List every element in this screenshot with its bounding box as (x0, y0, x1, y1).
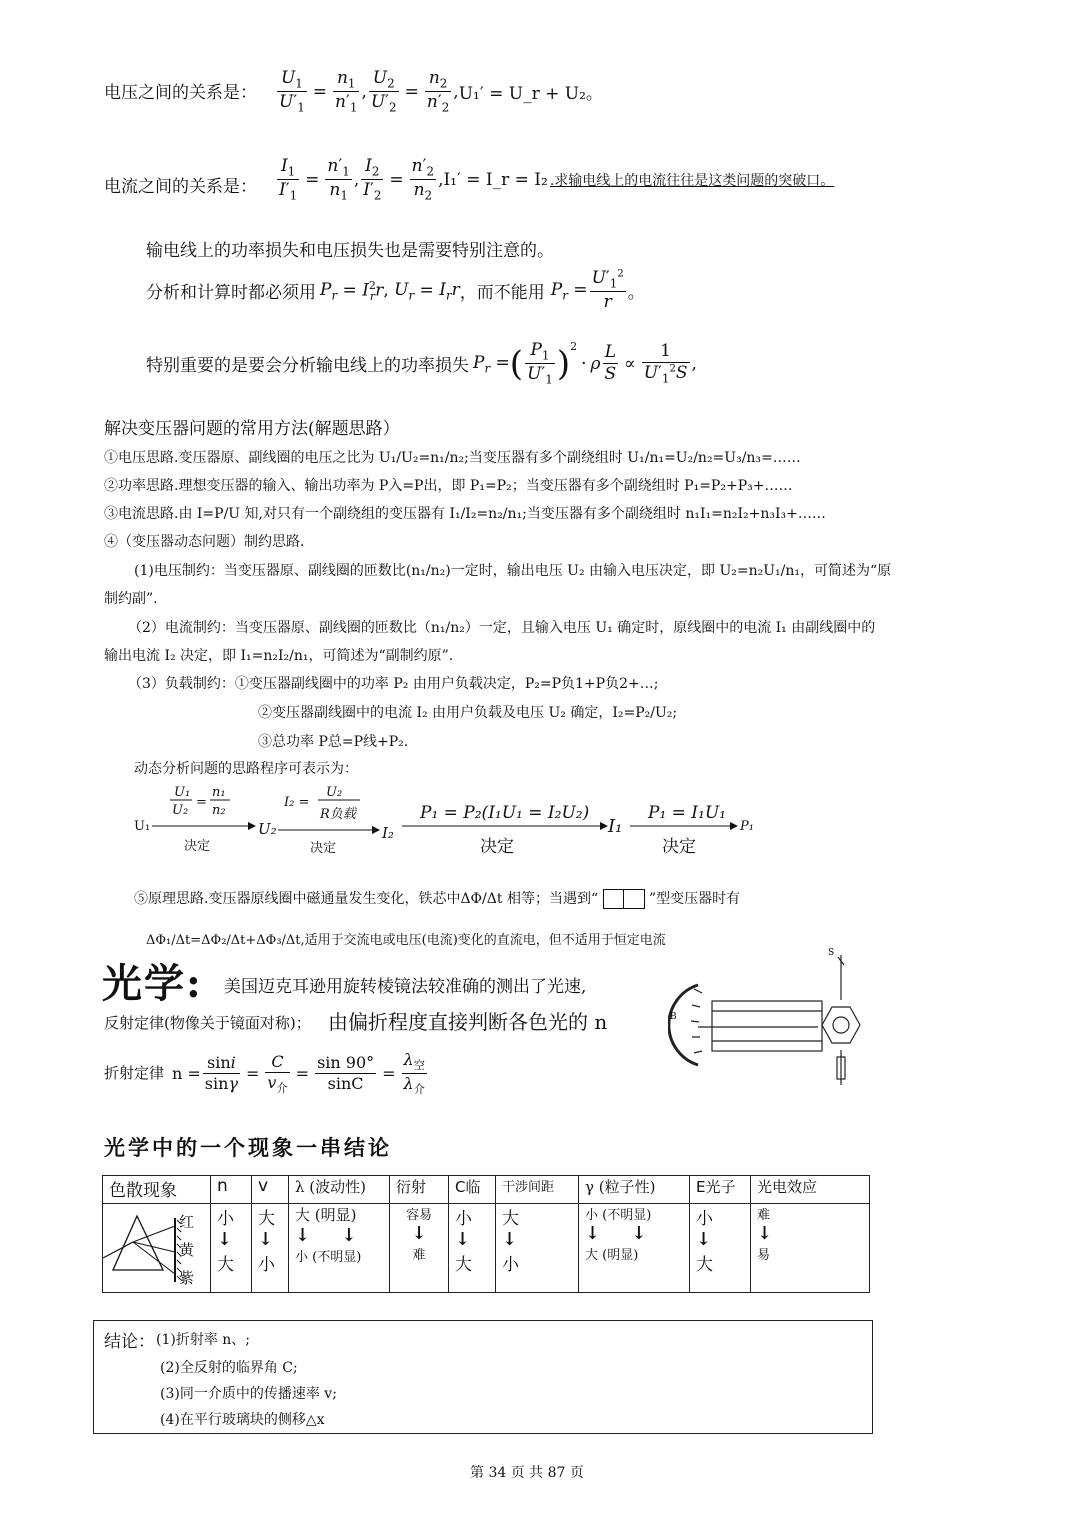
svg-text:R负载: R负载 (320, 807, 356, 822)
conclusion-item-1: (1)折射率 n、; (156, 1332, 251, 1348)
methods-title: 解决变压器问题的常用方法(解题思路） (104, 419, 400, 439)
svg-text:I₁: I₁ (608, 816, 623, 837)
header-photon-energy: E光子 (690, 1176, 751, 1204)
cell-top: 小 (不明显) (585, 1208, 652, 1223)
constraint-2a: （2）电流制约：当变压器原、副线圈的匝数比（n₁/n₂）一定，且输入电压 U₁ 确定时，原线圈中的电流 I₁ 由副线圈中的 (128, 620, 876, 636)
current-formula-tail: I₁′ = I_r = I₂ (443, 169, 548, 190)
color-red: 红 (179, 1213, 195, 1231)
conclusion-item-4: (4)在平行玻璃块的侧移△x (160, 1412, 325, 1428)
constraint-3a: （3）负载制约：①变压器副线圈中的功率 P₂ 由用户负载决定，P₂=P负1+P负2+…; (128, 676, 659, 692)
cell-top: 容易 (405, 1208, 432, 1223)
transformer-shape-icon (603, 889, 645, 909)
voltage-relation-label: 电压之间的关系是： (104, 83, 257, 103)
optics-intro: 美国迈克耳逊用旋转棱镜法较准确的测出了光速, (224, 977, 587, 997)
cell-bottom: 大 (455, 1255, 472, 1275)
header-critical-angle: C临 (449, 1176, 496, 1204)
cell-top: 大 (258, 1209, 275, 1229)
header-v: v (252, 1176, 289, 1204)
method-4: ④（变压器动态问题）制约思路. (104, 534, 305, 550)
cell-top: 大 (明显) (295, 1206, 357, 1224)
refraction-formula: n = $\frac{\sin i}{\sin\gamma}$ = $\frac{C}{v_介}$ = $\frac{\sin 90^\circ}{\sin C}$ = $\frac{\lambda_空}{\lambda_介}$ (172, 1050, 425, 1097)
method-5 (134, 888, 740, 909)
michelson-apparatus-illustration (668, 945, 878, 1090)
method-5b: ΔΦ₁/Δt=ΔΦ₂/Δt+ΔΦ₃/Δt,适用于交流电或电压(电流)变化的直流电，但不适用于恒定电流 (146, 933, 666, 948)
svg-text:I₂: I₂ (382, 824, 394, 842)
method-5-text: ⑤原理思路.变压器原线圈中磁通量发生变化，铁芯中ΔΦ/Δt 相等；当遇到“ (134, 891, 599, 907)
svg-text:B: B (670, 1012, 677, 1022)
down-arrow-icon: ↓ (258, 1229, 274, 1250)
conclusion-label: 结论： (104, 1332, 155, 1352)
constraint-2b: 输出电流 I₂ 决定，即 I₁=n₂I₂/n₁，可简述为“副制约原”. (104, 648, 454, 664)
power-loss-line2-a: 分析和计算时都必须用 (146, 283, 316, 304)
col-v (252, 1204, 289, 1293)
svg-text:n₁: n₁ (212, 785, 226, 800)
cell-top: 难 (757, 1208, 771, 1223)
optics-heading: 光学: (102, 960, 203, 1007)
reflection-law: 反射定律(物像关于镜面对称)； (104, 1014, 311, 1032)
conclusion-item-2: (2)全反射的临界角 C; (160, 1360, 298, 1376)
cell-top: 小 (455, 1209, 472, 1229)
down-arrow-icon: ↓ (455, 1229, 471, 1250)
voltage-formula-tail: U₁′ = U_r + U₂。 (458, 84, 603, 105)
color-violet: 紫 (179, 1269, 195, 1287)
dynamic-analysis-flow (130, 780, 770, 860)
flow-decide-1: 决定 (184, 839, 211, 854)
col-n (211, 1204, 252, 1293)
svg-text:P₁: P₁ (740, 819, 754, 834)
cell-bottom: 小 (不明显) (295, 1250, 362, 1265)
svg-text:I₂ =: I₂ = (284, 795, 310, 810)
down-arrow-icon: ↓ (757, 1223, 773, 1244)
col-critical-angle (449, 1204, 496, 1293)
voltage-formula: $\frac{U_1}{U'_1}$ = $\frac{n_1}{n'_1}$ , $\frac{U_2}{U'_2}$ = $\frac{n_2}{n'_2}$ , U₁′ = U_r + U₂。 (279, 68, 603, 115)
down-arrow-icon: ↓ ↓ (585, 1223, 647, 1244)
current-relation-label: 电流之间的关系是： (104, 177, 257, 197)
cell-top: 大 (502, 1209, 519, 1229)
constraint-1b: 制约副”. (104, 591, 158, 607)
svg-text:n₂: n₂ (212, 803, 226, 818)
svg-text:U₂: U₂ (258, 820, 277, 838)
page-footer: 第 34 页 共 87 页 (470, 1465, 584, 1481)
header-diffraction: 衍射 (390, 1176, 449, 1204)
method-1: ①电压思路.变压器原、副线圈的电压之比为 U₁/U₂=n₁/n₂;当变压器有多个副绕组时 U₁/n₁=U₂/n₂=U₃/n₃=…… (104, 450, 801, 466)
power-loss-line1: 输电线上的功率损失和电压损失也是需要特别注意的。 (146, 241, 554, 261)
down-arrow-icon: ↓ (696, 1229, 712, 1250)
svg-text:U₂: U₂ (326, 785, 343, 800)
cell-bottom: 大 (217, 1255, 234, 1275)
svg-text:U₂: U₂ (172, 803, 189, 818)
constraint-3b: ②变压器副线圈中的电流 I₂ 由用户负载及电压 U₂ 确定，I₂=P₂/U₂; (258, 705, 678, 721)
method-2: ②功率思路.理想变压器的输入、输出功率为 P入=P出，即 P₁=P₂；当变压器有多个副绕组时 P₁=P₂+P₃+…… (104, 478, 793, 494)
down-arrow-icon: ↓ (411, 1223, 427, 1244)
col-photoelectric (751, 1204, 870, 1293)
down-arrow-icon: ↓ ↓ (295, 1225, 357, 1246)
cell-top: 小 (217, 1209, 234, 1229)
svg-text:U₁: U₁ (174, 785, 191, 800)
svg-text:=: = (196, 795, 207, 810)
cell-bottom: 难 (412, 1248, 426, 1263)
power-loss-line2: 分析和计算时都必须用 $P_r = I^2_rr$, $U_r = I_rr$ ，而不能用 $P_r$ = $\frac{U'_1^2}{r}$ 。 (146, 268, 645, 313)
col-lambda (289, 1204, 390, 1293)
cell-bottom: 大 (696, 1255, 713, 1275)
col-gamma (579, 1204, 690, 1293)
cell-bottom: 小 (502, 1255, 519, 1275)
header-photoelectric: 光电效应 (751, 1176, 870, 1204)
table-title: 光学中的一个现象一串结论 (104, 1135, 392, 1160)
flow-title: 动态分析问题的思路程序可表示为： (134, 761, 358, 777)
power-loss-line3-text: 特别重要的是要会分析输电线上的功率损失 (146, 356, 469, 377)
header-n: n (211, 1176, 252, 1204)
cell-bottom: 大 (明显) (585, 1248, 639, 1263)
header-gamma: γ (粒子性) (579, 1176, 690, 1204)
flow-decide-3: 决定 (480, 837, 514, 857)
cell-bottom: 易 (757, 1248, 771, 1263)
reflection-big-text: 由偏折程度直接判断各色光的 n (328, 1010, 608, 1034)
header-lambda: λ (波动性) (289, 1176, 390, 1204)
svg-text:S: S (828, 948, 835, 958)
svg-text:P₁ = I₁U₁: P₁ = I₁U₁ (648, 803, 726, 823)
current-note: .求输电线上的电流往往是这类问题的突破口。 (549, 172, 835, 189)
flow-decide-2: 决定 (310, 841, 337, 856)
down-arrow-icon: ↓ (217, 1229, 233, 1250)
svg-text:P₁ = P₂(I₁U₁ = I₂U₂): P₁ = P₂(I₁U₁ = I₂U₂) (420, 803, 590, 823)
col-diffraction (390, 1204, 449, 1293)
cell-bottom: 小 (258, 1255, 275, 1275)
method-3: ③电流思路.由 I=P/U 知,对只有一个副绕组的变压器有 I₁/I₂=n₂/n₁;当变压器有多个副绕组时 n₁I₁=n₂I₂+n₃I₃+…… (104, 506, 826, 522)
power-loss-line3: 特别重要的是要会分析输电线上的功率损失 $P_r$ = ( $\frac{P_1}{U'_1}$ ) $^2$ · ρ $\frac{L}{S}$ ∝ $\frac{1}{U'_1^2S}$ , (146, 340, 697, 387)
color-yellow: 黄 (179, 1241, 195, 1259)
flow-decide-4: 决定 (662, 837, 696, 857)
header-interference-spacing: 干涉间距 (496, 1176, 579, 1204)
constraint-1a: (1)电压制约：当变压器原、副线圈的匝数比(n₁/n₂)一定时，输出电压 U₂ 由输入电压决定，即 U₂=n₂U₁/n₁，可简述为“原 (134, 563, 892, 579)
flow-u1: U₁ (134, 819, 151, 834)
constraint-3c: ③总功率 P总=P线+P₂. (258, 734, 409, 750)
col-photon-energy (690, 1204, 751, 1293)
refraction-label: 折射定律 (104, 1064, 165, 1082)
down-arrow-icon: ↓ (502, 1229, 518, 1250)
col-interference (496, 1204, 579, 1293)
conclusion-item-3: (3)同一介质中的传播速率 v; (160, 1386, 337, 1402)
header-dispersion: 色散现象 (103, 1176, 211, 1204)
method-5-tail: ”型变压器时有 (649, 891, 741, 907)
current-formula: $\frac{I_1}{I'_1}$ = $\frac{n'_1}{n_1}$ , $\frac{I_2}{I'_2}$ = $\frac{n'_2}{n_2}$ , I₁′ = I_r = I₂ .求输电线上的电流往往是这类问题的突破口。 (279, 156, 835, 203)
power-loss-line2-b: ，而不能用 (459, 283, 545, 304)
cell-top: 小 (696, 1209, 713, 1229)
conclusion-box (93, 1320, 873, 1434)
dispersion-table (102, 1175, 870, 1293)
prism-cell (103, 1204, 211, 1293)
